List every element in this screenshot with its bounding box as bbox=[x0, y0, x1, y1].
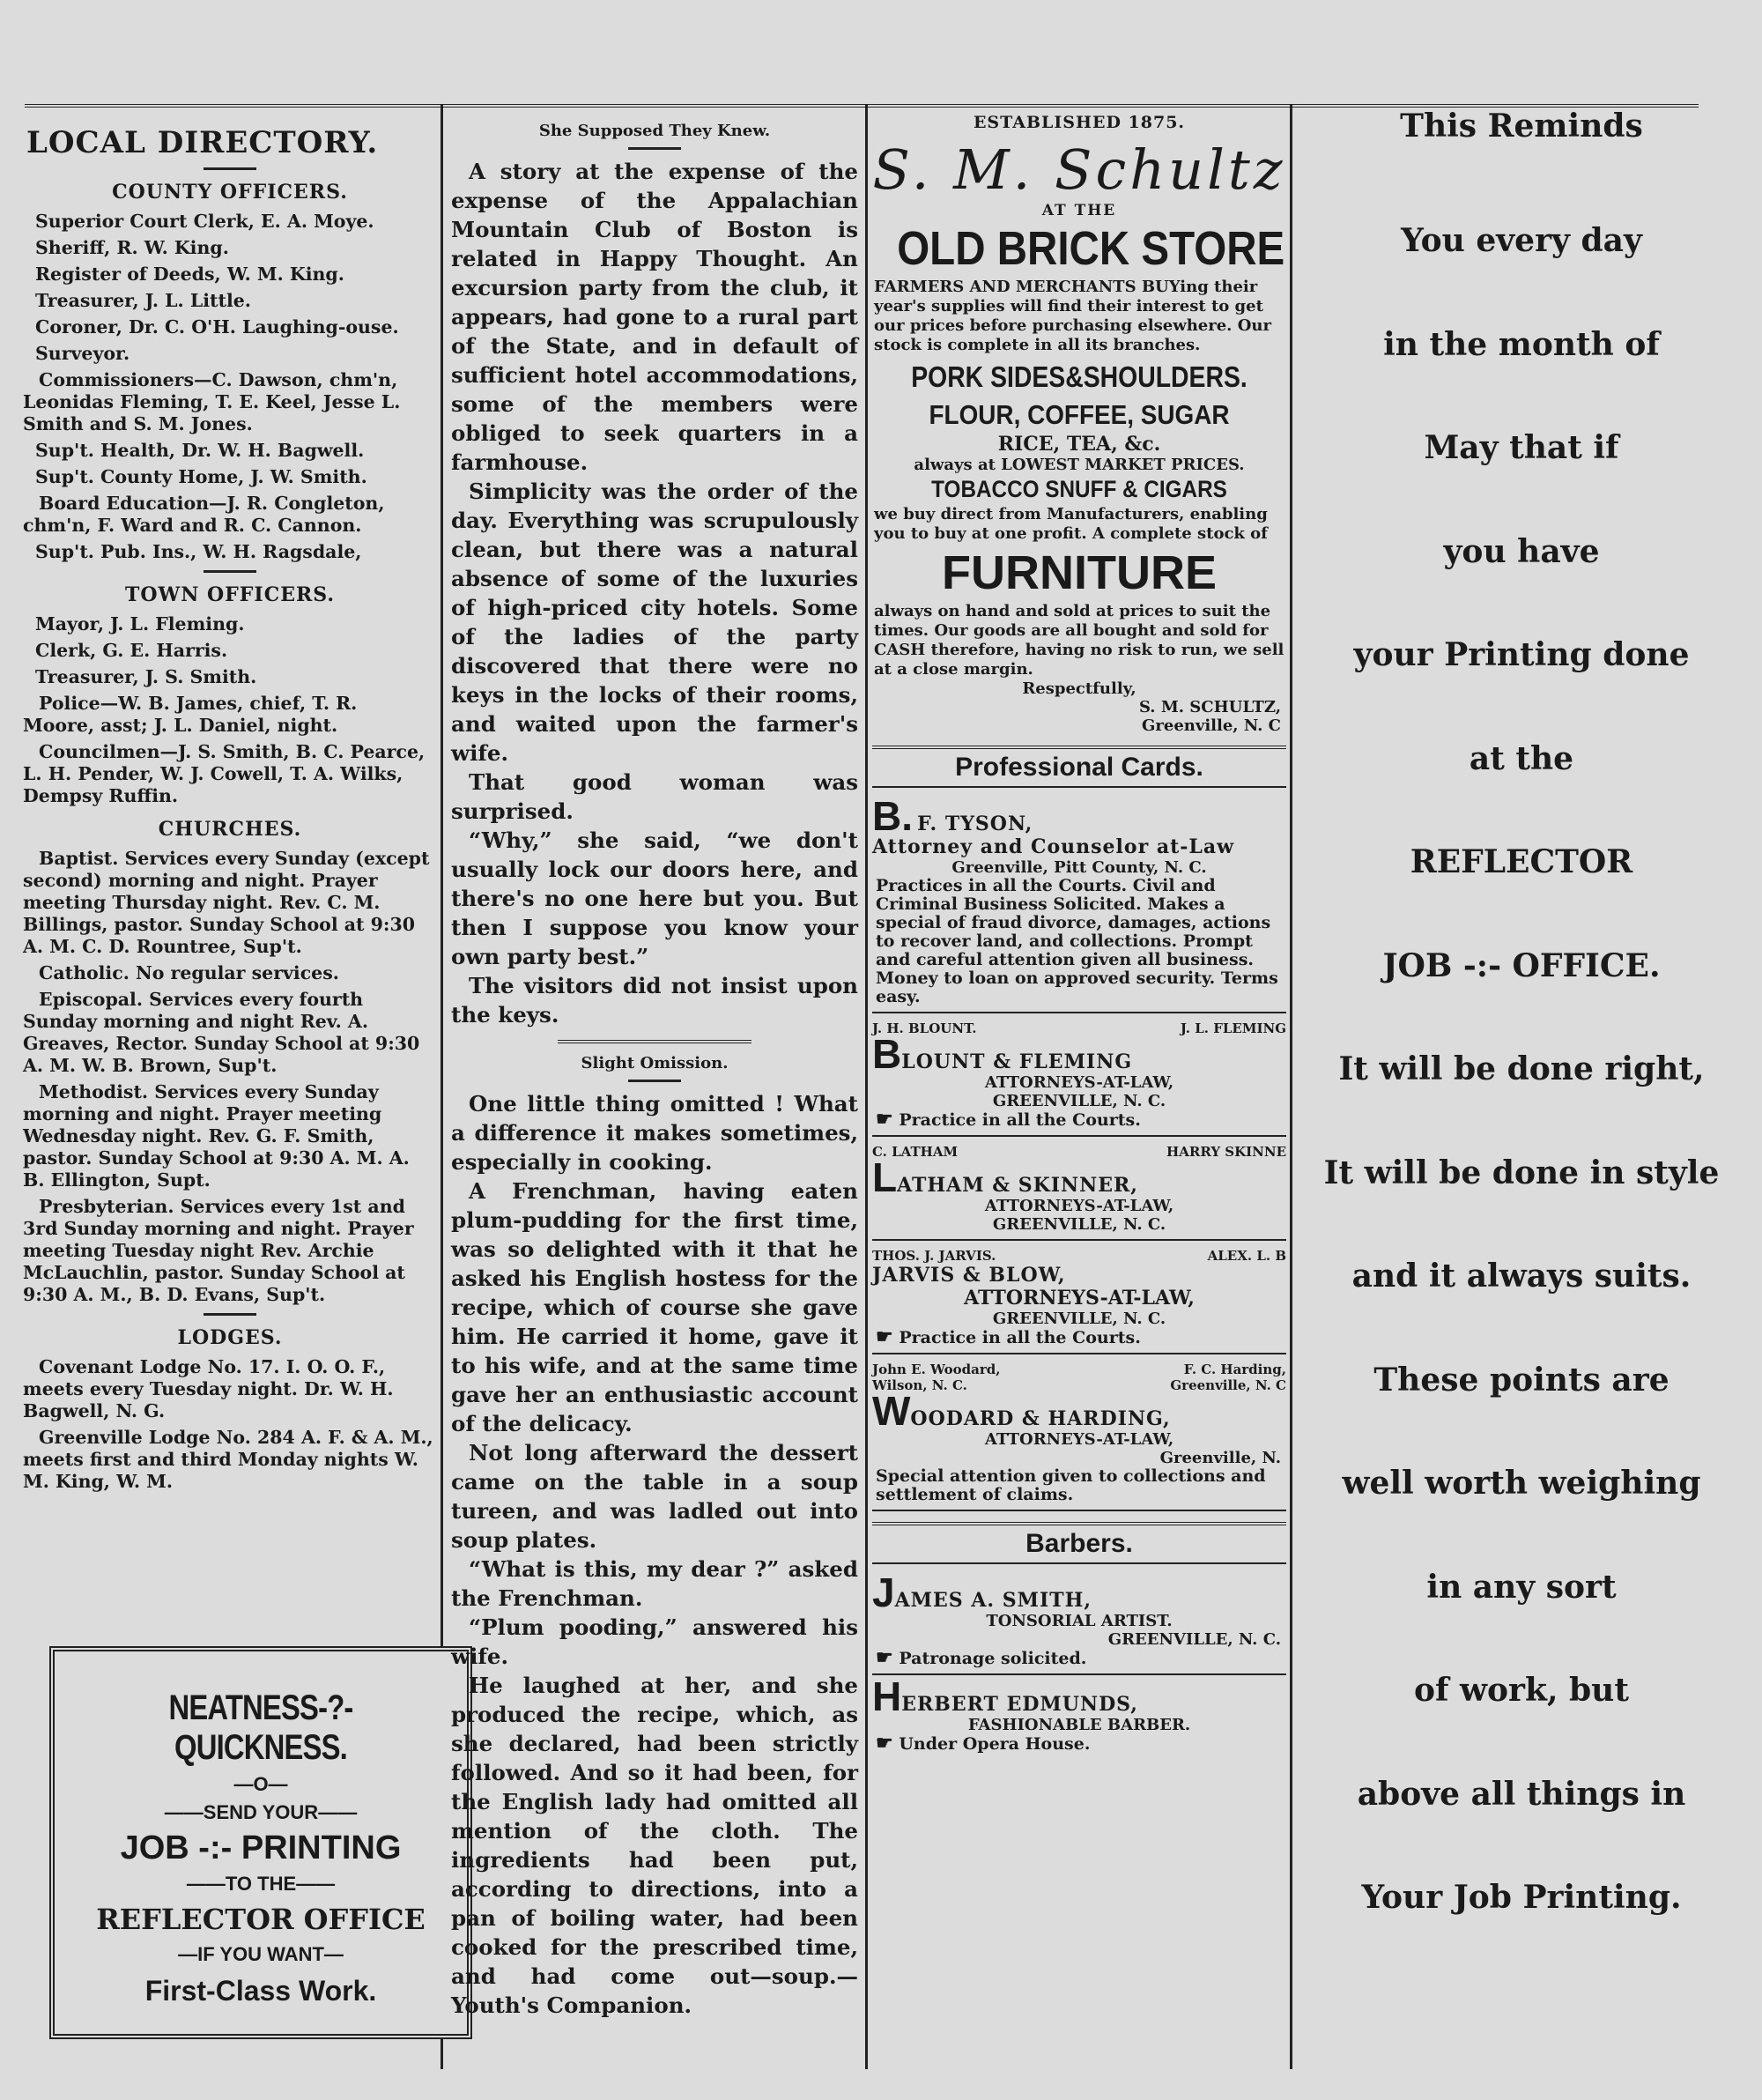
signer: S. M. SCHULTZ, bbox=[1138, 698, 1281, 716]
card-name: LOUNT & FLEMING bbox=[901, 1050, 1133, 1073]
card-initial: W bbox=[872, 1388, 911, 1434]
card-initial: J bbox=[872, 1569, 895, 1615]
professional-cards-heading: Professional Cards. bbox=[872, 746, 1286, 788]
county-item: Surveyor. bbox=[35, 343, 130, 364]
pointing-hand-icon: ☛ bbox=[876, 1732, 893, 1755]
column-rule-2 bbox=[865, 104, 868, 2069]
reminder-line: your Printing done bbox=[1353, 636, 1690, 673]
local-directory-heading: LOCAL DIRECTORY. bbox=[26, 125, 379, 160]
reflector-reminder-column bbox=[1297, 108, 1746, 1975]
separator bbox=[628, 1080, 681, 1082]
story-paragraph: One little thing omitted ! What a difference it makes sometimes, especially in cooking. bbox=[451, 1091, 858, 1175]
ad-headline: NEATNESS-?-QUICKNESS. bbox=[168, 1688, 353, 1767]
lodge-item: Covenant Lodge No. 17. I. O. O. F., meets every Tuesday night. Dr. W. H. Bagwell, N. G. bbox=[23, 1356, 394, 1421]
local-directory-column bbox=[23, 113, 437, 1497]
tyson-card bbox=[872, 795, 1286, 1013]
double-rule bbox=[558, 1040, 751, 1043]
lodges-heading: LODGES. bbox=[177, 1326, 283, 1349]
smith-card bbox=[872, 1571, 1286, 1675]
store-intro: FARMERS AND MERCHANTS BUYing their year's supplies will find their interest to get our prices before purchasing elsewhere. Our stock is complete in all its branches. bbox=[874, 278, 1271, 354]
card-initial: H bbox=[872, 1673, 902, 1719]
stories-column bbox=[448, 113, 862, 2020]
blount-card bbox=[872, 1017, 1286, 1137]
county-officers-list bbox=[23, 211, 437, 563]
buy-direct-text: we buy direct from Manufacturers, enabling you to buy at one profit. A complete stock of bbox=[874, 505, 1268, 543]
reminder-line: of work, but bbox=[1414, 1672, 1629, 1709]
card-initial: L bbox=[872, 1154, 898, 1200]
signer-place: Greenville, N. C bbox=[1142, 716, 1281, 735]
partner-right-place: Greenville, N. C bbox=[1170, 1377, 1286, 1393]
county-item: Treasurer, J. L. Little. bbox=[35, 290, 251, 311]
pointing-hand-icon: ☛ bbox=[876, 1325, 893, 1348]
county-officers-heading: COUNTY OFFICERS. bbox=[112, 181, 348, 204]
town-item: Councilmen—J. S. Smith, B. C. Pearce, L. H. Pender, W. J. Cowell, T. A. Wilks, Dempsy Ruffin. bbox=[23, 741, 426, 806]
reminder-line: in the month of bbox=[1383, 325, 1660, 363]
card-text: Practices in all the Courts. Civil and Criminal Business Solicited. Makes a special of fraud divorce, damages, actions to recover land, and collections. Prompt and careful attention given all business. Money to loan on approved security. Terms easy. bbox=[876, 876, 1278, 1006]
reflector-office-ad bbox=[49, 1646, 472, 2039]
ad-ornament: —O— bbox=[233, 1773, 288, 1795]
partner-left: J. H. BLOUNT. bbox=[872, 1020, 977, 1036]
churches-list bbox=[23, 848, 437, 1306]
reminder-line: This Reminds bbox=[1400, 108, 1643, 145]
reminder-line: It will be done right, bbox=[1338, 1050, 1705, 1087]
card-place: GREENVILLE, N. C. bbox=[992, 1310, 1166, 1328]
story-paragraph: He laughed at her, and she produced the recipe, which, as she declared, had been strictly followed. And so it had been, for the English lady had omitted all mention of the cloth. The ingredients had been put, according to directions, into a pan of boiling water, had been cooked for the prescribed time, and had come out—soup.—Youth's Companion. bbox=[451, 1673, 858, 2018]
card-name: ERBERT EDMUNDS, bbox=[901, 1693, 1138, 1716]
advertising-column bbox=[872, 113, 1286, 1754]
county-item: Sup't. Pub. Ins., W. H. Ragsdale, bbox=[35, 541, 362, 562]
partner-left-place: Wilson, N. C. bbox=[872, 1377, 967, 1393]
card-initial: B. bbox=[872, 793, 913, 839]
card-title: FASHIONABLE BARBER. bbox=[967, 1716, 1191, 1734]
card-title: ATTORNEYS-AT-LAW, bbox=[984, 1073, 1174, 1092]
reminder-line: You every day bbox=[1401, 222, 1642, 259]
furniture-line: FURNITURE bbox=[942, 546, 1217, 599]
card-title: ATTORNEYS-AT-LAW, bbox=[964, 1287, 1195, 1310]
county-item: Superior Court Clerk, E. A. Moye. bbox=[35, 211, 374, 232]
separator bbox=[204, 167, 256, 170]
story-paragraph: “Plum pooding,” answered his wife. bbox=[451, 1614, 858, 1669]
reminder-line: you have bbox=[1443, 532, 1600, 570]
story-paragraph: A story at the expense of the expense of the Appalachian Mountain Club of Boston is related in Happy Thought. An excursion party from the club, it appears, had gone to a rural part of the State, and in default of sufficient hotel accommodations, some of the members were obliged to seek quarters in a farmhouse. bbox=[451, 159, 858, 475]
reminder-line: These points are bbox=[1373, 1361, 1669, 1399]
town-item: Clerk, G. E. Harris. bbox=[35, 640, 228, 661]
ad-first-class: First-Class Work. bbox=[144, 1975, 377, 2007]
card-note: Special attention given to collections and settlement of claims. bbox=[876, 1466, 1266, 1504]
pointing-hand-icon: ☛ bbox=[876, 1646, 893, 1669]
reminder-line: and it always suits. bbox=[1351, 1258, 1692, 1295]
barbers-heading: Barbers. bbox=[872, 1522, 1286, 1564]
rice-line: RICE, TEA, &c. bbox=[997, 433, 1161, 456]
story-paragraph: Simplicity was the order of the day. Everything was scrupulously clean, but there was a natural absence of some of the luxuries of high-priced city hotels. Some of the ladies of the party discovered that there were no keys in the locks of their rooms, and waited upon the farmer's wife. bbox=[451, 479, 858, 766]
county-item: Board Education—J. R. Congleton, chm'n, F. Ward and R. C. Cannon. bbox=[23, 493, 385, 536]
partner-right: ALEX. L. B bbox=[1207, 1248, 1286, 1264]
card-name: JARVIS & BLOW, bbox=[872, 1264, 1066, 1287]
town-item: Police—W. B. James, chief, T. R. Moore, asst; J. L. Daniel, night. bbox=[23, 693, 358, 736]
woodard-card bbox=[872, 1358, 1286, 1511]
lodge-item: Greenville Lodge No. 284 A. F. & A. M., meets first and third Monday nights W. M. King, W. M. bbox=[23, 1427, 433, 1492]
town-item: Mayor, J. L. Fleming. bbox=[35, 613, 245, 634]
church-item: Baptist. Services every Sunday (except second) morning and night. Prayer meeting Thursday night. Rev. C. M. Billings, pastor. Sunday School at 9:30 A. M. C. D. Rountree, Sup't. bbox=[23, 848, 430, 957]
county-item: Commissioners—C. Dawson, chm'n, Leonidas Fleming, T. E. Keel, Jesse L. Smith and S. M. Jones. bbox=[23, 369, 401, 434]
partner-right: J. L. FLEMING bbox=[1180, 1020, 1286, 1036]
story-paragraph: Not long afterward the dessert came on the table in a soup tureen, and was ladled out into soup plates. bbox=[451, 1440, 858, 1553]
reminder-line: REFLECTOR bbox=[1410, 843, 1633, 880]
card-title: ATTORNEYS-AT-LAW, bbox=[984, 1430, 1174, 1449]
card-note: Practice in all the Courts. bbox=[899, 1328, 1141, 1347]
county-item: Register of Deeds, W. M. King. bbox=[35, 263, 344, 285]
town-officers-list bbox=[23, 613, 437, 807]
pork-line: PORK SIDES&SHOULDERS. bbox=[911, 360, 1247, 393]
separator bbox=[204, 1313, 256, 1316]
card-place: GREENVILLE, N. C. bbox=[992, 1215, 1166, 1234]
card-place: GREENVILLE, N. C. bbox=[992, 1092, 1166, 1110]
church-item: Episcopal. Services every fourth Sunday morning and night Rev. A. Greaves, Rector. Sunday School at 9:30 A. M. W. B. Brown, Sup't. bbox=[23, 989, 420, 1076]
churches-heading: CHURCHES. bbox=[158, 818, 302, 841]
story-paragraph: “Why,” she said, “we don't usually lock our doors here, and there's no one here but you. But then I suppose you know your own party best.” bbox=[451, 827, 858, 969]
card-name: OODARD & HARDING, bbox=[910, 1407, 1171, 1430]
tobacco-line: TOBACCO SNUFF & CIGARS bbox=[931, 476, 1227, 502]
town-item: Treasurer, J. S. Smith. bbox=[35, 666, 257, 687]
partner-right: HARRY SKINNE bbox=[1166, 1144, 1286, 1160]
flour-line: FLOUR, COFFEE, SUGAR bbox=[929, 399, 1230, 430]
ad-reflector-office: REFLECTOR OFFICE bbox=[96, 1903, 426, 1936]
card-name: ATHAM & SKINNER, bbox=[897, 1174, 1138, 1197]
card-place: Greenville, N. bbox=[1159, 1449, 1281, 1467]
card-place: Greenville, Pitt County, N. C. bbox=[951, 858, 1207, 877]
story-title: She Supposed They Knew. bbox=[538, 122, 771, 140]
card-note: Practice in all the Courts. bbox=[899, 1110, 1141, 1130]
reminder-line: well worth weighing bbox=[1342, 1465, 1701, 1502]
story-paragraph: That good woman was surprised. bbox=[451, 769, 858, 824]
county-item: Sup't. Health, Dr. W. H. Bagwell. bbox=[35, 440, 365, 461]
church-item: Presbyterian. Services every 1st and 3rd Sunday morning and night. Prayer meeting Tuesday night Rev. Archie McLauchlin, pastor. Sunday School at 9:30 A. M., B. D. Evans, Sup't. bbox=[23, 1196, 414, 1305]
pointing-hand-icon: ☛ bbox=[876, 1108, 893, 1131]
jarvis-card bbox=[872, 1244, 1286, 1354]
card-name: AMES A. SMITH, bbox=[894, 1589, 1092, 1612]
respectfully: Respectfully, bbox=[1022, 679, 1136, 698]
separator bbox=[628, 147, 681, 150]
story-paragraph: A Frenchman, having eaten plum-pudding for the first time, was so delighted with it that he asked his English hostess for the recipe, which of course she gave him. He carried it home, gave it to his wife, and at the same time gave her an enthusiastic account of the delicacy. bbox=[451, 1178, 858, 1436]
card-title: TONSORIAL ARTIST. bbox=[986, 1612, 1173, 1630]
card-place: GREENVILLE, N. C. bbox=[1107, 1630, 1281, 1649]
church-item: Catholic. No regular services. bbox=[39, 962, 339, 983]
county-item: Coroner, Dr. C. O'H. Laughing-ouse. bbox=[35, 316, 399, 338]
ad-send-your: ——SEND YOUR—— bbox=[164, 1801, 358, 1823]
partner-left: John E. Woodard, bbox=[872, 1362, 1001, 1377]
separator bbox=[204, 570, 256, 573]
always-on-hand-text: always on hand and sold at prices to suit the times. Our goods are all bought and sold for CASH therefore, having no risk to run, we sell at a close margin. bbox=[874, 602, 1284, 679]
partner-left: THOS. J. JARVIS. bbox=[872, 1248, 996, 1264]
ad-if-you-want: —IF YOU WANT— bbox=[178, 1943, 344, 1965]
county-item: Sheriff, R. W. King. bbox=[35, 237, 229, 258]
schultz-name: S. M. Schultz bbox=[872, 137, 1286, 202]
partner-left: C. LATHAM bbox=[872, 1144, 959, 1160]
card-title: ATTORNEYS-AT-LAW, bbox=[984, 1197, 1174, 1215]
column-rule-3 bbox=[1290, 104, 1292, 2069]
card-initial: B bbox=[872, 1031, 902, 1077]
reminder-line: JOB -:- OFFICE. bbox=[1382, 946, 1661, 984]
at-the-line: AT THE bbox=[1041, 202, 1117, 219]
story-paragraph: “What is this, my dear ?” asked the Frenchman. bbox=[451, 1556, 858, 1611]
story-title: Slight Omission. bbox=[581, 1054, 729, 1072]
card-name: F. TYSON, bbox=[917, 813, 1033, 835]
partner-right: F. C. Harding, bbox=[1183, 1362, 1286, 1377]
ad-to-the: ——TO THE—— bbox=[186, 1873, 336, 1895]
reminder-line: at the bbox=[1469, 739, 1574, 777]
story-paragraph: The visitors did not insist upon the keys. bbox=[451, 973, 858, 1028]
prices-line: always at LOWEST MARKET PRICES. bbox=[914, 456, 1245, 474]
edmunds-card bbox=[872, 1673, 1286, 1755]
old-brick-store: OLD BRICK STORE bbox=[897, 222, 1285, 275]
reminder-line: May that if bbox=[1424, 429, 1619, 466]
established-line: ESTABLISHED 1875. bbox=[973, 113, 1186, 132]
church-item: Methodist. Services every Sunday morning and night. Prayer meeting Wednesday night. Rev. G. F. Smith, pastor. Sunday School at 9:30 A. M. A. B. Ellington, Supt. bbox=[23, 1081, 410, 1191]
reminder-line: in any sort bbox=[1426, 1568, 1617, 1606]
reminder-line: Your Job Printing. bbox=[1361, 1879, 1682, 1916]
reminder-line: above all things in bbox=[1357, 1775, 1686, 1813]
card-title: Attorney and Counselor at-Law bbox=[872, 835, 1235, 858]
town-officers-heading: TOWN OFFICERS. bbox=[124, 583, 336, 606]
reminder-line: It will be done in style bbox=[1323, 1154, 1720, 1191]
county-item: Sup't. County Home, J. W. Smith. bbox=[35, 466, 367, 487]
lodges-list bbox=[23, 1356, 437, 1493]
latham-card bbox=[872, 1140, 1286, 1241]
ad-job-printing: JOB -:- PRINTING bbox=[120, 1829, 402, 1866]
card-note: Patronage solicited. bbox=[899, 1649, 1087, 1668]
card-note: Under Opera House. bbox=[899, 1734, 1091, 1754]
